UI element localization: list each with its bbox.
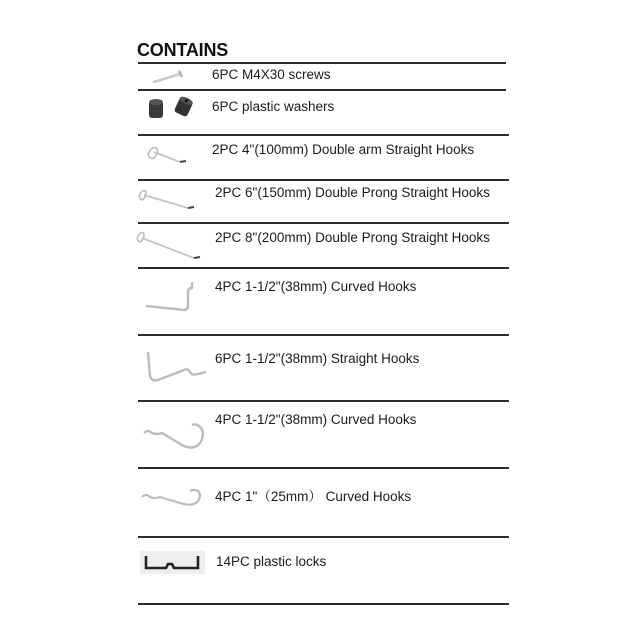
item-label: 14PC plastic locks — [216, 554, 327, 569]
item-label: 4PC 1-1/2"(38mm) Curved Hooks — [215, 412, 417, 427]
page-title: CONTAINS — [137, 40, 229, 60]
item-label: 4PC 1-1/2"(38mm) Curved Hooks — [215, 279, 417, 294]
item-label: 2PC 4"(100mm) Double arm Straight Hooks — [212, 142, 475, 157]
divider — [138, 134, 509, 136]
divider — [138, 222, 509, 224]
item-label: 6PC 1-1/2"(38mm) Straight Hooks — [215, 351, 420, 366]
divider — [138, 536, 509, 538]
divider — [138, 267, 509, 269]
item-label: 2PC 8"(200mm) Double Prong Straight Hooks — [215, 230, 490, 245]
double-prong-hook-icon — [136, 186, 200, 214]
item-label: 6PC plastic washers — [212, 99, 335, 114]
divider — [138, 62, 506, 64]
curved-hook-icon — [144, 280, 204, 320]
divider — [138, 334, 509, 336]
item-label: 4PC 1"（25mm） Curved Hooks — [215, 489, 412, 504]
double-arm-hook-icon — [144, 140, 194, 168]
screw-icon — [150, 66, 190, 86]
double-prong-hook-icon — [134, 230, 206, 264]
item-label: 2PC 6"(150mm) Double Prong Straight Hooks — [215, 185, 490, 200]
item-label: 6PC M4X30 screws — [212, 67, 331, 82]
divider — [138, 89, 506, 91]
divider — [138, 179, 509, 181]
curved-hook-icon — [140, 485, 206, 511]
curved-hook-icon — [142, 417, 208, 457]
straight-hook-icon — [144, 350, 210, 390]
plastic-lock-icon — [140, 551, 205, 574]
divider — [138, 400, 509, 402]
divider — [138, 467, 509, 469]
divider — [138, 603, 509, 605]
washer-icon — [145, 93, 200, 127]
